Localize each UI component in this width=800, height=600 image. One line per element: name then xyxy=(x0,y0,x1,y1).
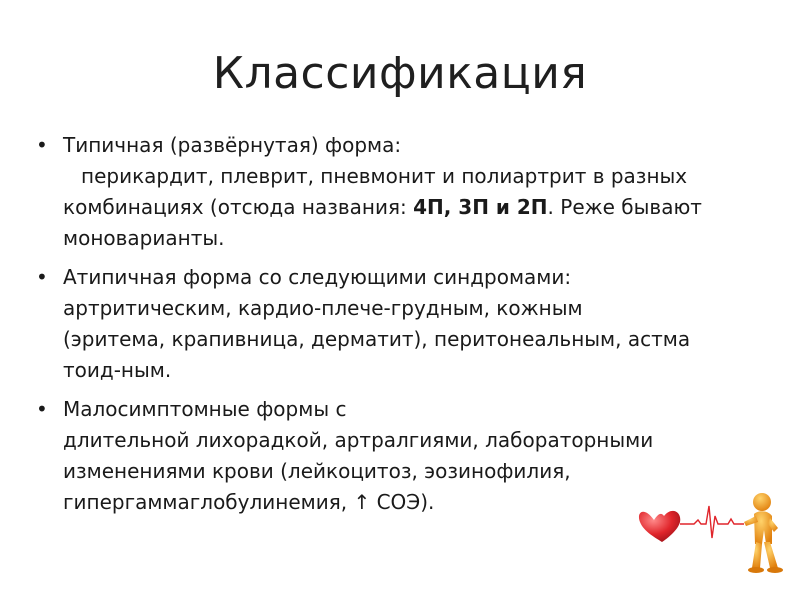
bullet-line: тоид-ным. xyxy=(63,358,172,382)
bullet-icon: • xyxy=(36,133,48,157)
bullet-line: Малосимптомные формы с xyxy=(63,397,347,421)
list-item xyxy=(36,262,791,386)
bold-text: 4П, 3П и 2П xyxy=(413,195,548,219)
person-figure-icon xyxy=(744,493,783,573)
bullet-icon: • xyxy=(36,397,48,421)
bullet-line: моноварианты. xyxy=(63,226,225,250)
bullet-line: (эритема, крапивница, дерматит), перитонеальным, астма xyxy=(63,327,691,351)
bullet-line: артритическим, кардио-плече-грудным, кожным xyxy=(63,296,583,320)
bullet-line: изменениями крови (лейкоцитоз, эозинофилия, xyxy=(63,459,571,483)
bullet-list xyxy=(36,130,791,526)
heart-icon xyxy=(639,511,680,542)
heart-ecg-figure-illustration xyxy=(636,486,796,576)
bullet-line: Атипичная форма со следующими синдромами: xyxy=(63,265,572,289)
list-item xyxy=(36,130,791,254)
bullet-line: длительной лихорадкой, артралгиями, лабораторными xyxy=(63,428,654,452)
ecg-line-icon xyxy=(680,506,744,538)
bullet-icon: • xyxy=(36,265,48,289)
line-text: комбинациях (отсюда названия: xyxy=(63,195,414,219)
bullet-line: Типичная (развёрнутая) форма: xyxy=(63,133,402,157)
bullet-line: гипергаммаглобулинемия, ↑ СОЭ). xyxy=(63,490,435,514)
slide-title: Классификация xyxy=(212,48,588,99)
line-text: . Реже бывают xyxy=(547,195,702,219)
bullet-line xyxy=(63,192,791,223)
bullet-line: перикардит, плеврит, пневмонит и полиартрит в разных xyxy=(81,164,688,188)
